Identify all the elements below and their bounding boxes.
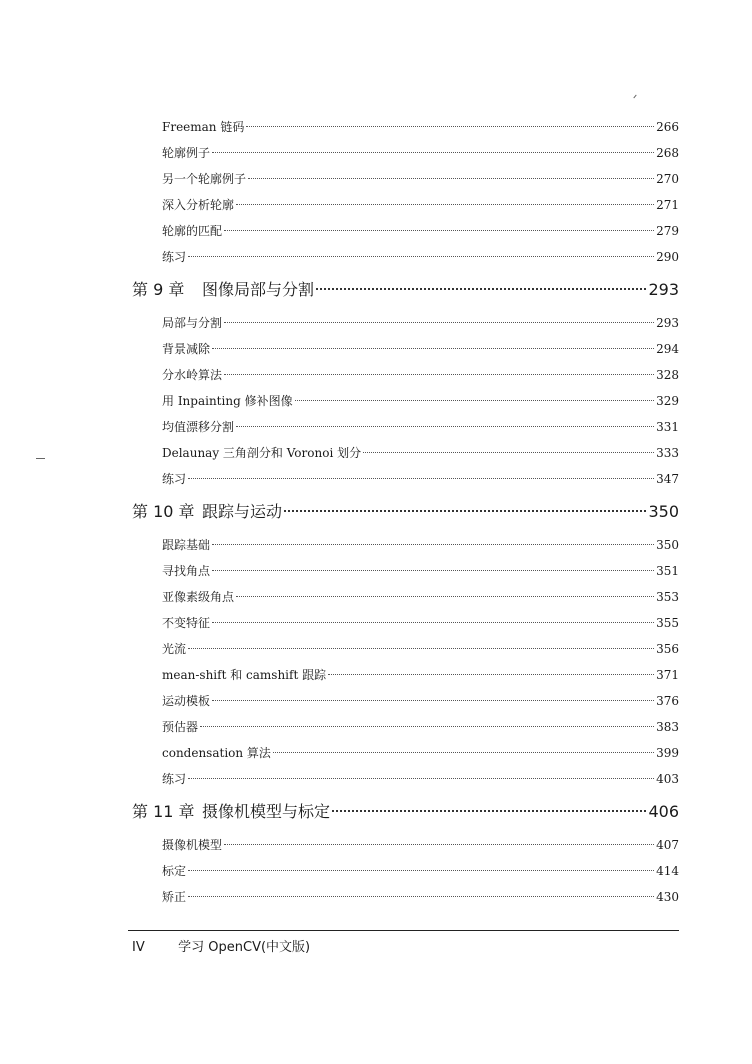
dot-leader (224, 374, 654, 375)
chapter-heading[interactable] (132, 499, 679, 522)
toc-entry-page: 430 (656, 890, 679, 904)
toc-entry-title: 局部与分割 (162, 316, 223, 330)
dot-leader (188, 478, 654, 479)
toc-entry[interactable] (162, 640, 679, 657)
toc-entry[interactable] (162, 340, 679, 357)
toc-entry[interactable] (162, 588, 679, 605)
toc-entry-title: 寻找角点 (162, 564, 211, 578)
toc-entry-title: Delaunay 三角剖分和 Voronoi 划分 (162, 446, 362, 460)
toc-entry[interactable] (162, 248, 679, 265)
chapter-page: 406 (648, 802, 679, 821)
toc-entry-page: 350 (656, 538, 679, 552)
toc-entry[interactable] (162, 692, 679, 709)
toc-entry[interactable] (162, 222, 679, 239)
toc-entry-page: 328 (656, 368, 679, 382)
chapter-title: 跟踪与运动 (202, 502, 283, 521)
dot-leader (188, 870, 654, 871)
toc-entry-title: 另一个轮廓例子 (162, 172, 247, 186)
dot-leader (200, 726, 654, 727)
toc-entry-page: 347 (656, 472, 679, 486)
toc-entry-page: 290 (656, 250, 679, 264)
toc-entry-page: 331 (656, 420, 679, 434)
toc-entry-title: 背景减除 (162, 342, 211, 356)
dot-leader (188, 896, 654, 897)
toc-entry[interactable] (162, 196, 679, 213)
toc-entry-page: 294 (656, 342, 679, 356)
toc-entry-title: 矫正 (162, 890, 187, 904)
toc-entry-page: 293 (656, 316, 679, 330)
toc-entry-title: 轮廓的匹配 (162, 224, 223, 238)
dot-leader (246, 126, 654, 127)
dot-leader (212, 700, 654, 701)
dot-leader (273, 752, 654, 753)
toc-entry-title: 用 Inpainting 修补图像 (162, 394, 293, 408)
toc-entry[interactable] (162, 118, 679, 135)
dot-leader (295, 400, 655, 401)
toc-entry-title: 摄像机模型 (162, 838, 223, 852)
toc-entry-page: 279 (656, 224, 679, 238)
toc-entry[interactable] (162, 366, 679, 383)
toc-entry[interactable] (162, 614, 679, 631)
dot-leader (224, 322, 654, 323)
dot-leader (236, 426, 654, 427)
toc-entry-page: 329 (656, 394, 679, 408)
chapter-title: 摄像机模型与标定 (202, 802, 331, 821)
toc-entry-title: 亚像素级角点 (162, 590, 235, 604)
toc-entry[interactable] (162, 562, 679, 579)
toc-entry-page: 356 (656, 642, 679, 656)
toc-entry-page: 351 (656, 564, 679, 578)
toc-entry[interactable] (162, 170, 679, 187)
toc-entry[interactable] (162, 144, 679, 161)
dot-leader (212, 622, 654, 623)
toc-entry-title: 运动模板 (162, 694, 211, 708)
chapter-number: 第 10 章 (132, 502, 195, 521)
toc-entry-page: 383 (656, 720, 679, 734)
toc-entry-page: 270 (656, 172, 679, 186)
chapter-heading[interactable] (132, 277, 679, 300)
toc-entry-title: 练习 (162, 772, 187, 786)
chapter-page: 350 (648, 502, 679, 521)
dot-leader (284, 510, 646, 512)
toc-entry-title: condensation 算法 (162, 746, 271, 760)
toc-entry[interactable] (162, 888, 679, 905)
page-footer (132, 936, 310, 955)
toc-entry[interactable] (162, 314, 679, 331)
toc-entry-title: 不变特征 (162, 616, 211, 630)
toc-entry-title: 深入分析轮廓 (162, 198, 235, 212)
dot-leader (248, 178, 654, 179)
dot-leader (188, 778, 654, 779)
chapter-page: 293 (648, 280, 679, 299)
toc-entry-page: 353 (656, 590, 679, 604)
toc-entry-page: 376 (656, 694, 679, 708)
toc-entry-page: 399 (656, 746, 679, 760)
toc-entry-title: 分水岭算法 (162, 368, 223, 382)
dot-leader (212, 152, 654, 153)
toc-entry[interactable] (162, 836, 679, 853)
toc-entry-title: 轮廓例子 (162, 146, 211, 160)
toc-entry[interactable] (162, 392, 679, 409)
dot-leader (212, 348, 654, 349)
toc-entry-title: 标定 (162, 864, 187, 878)
dot-leader (363, 452, 654, 453)
chapter-heading[interactable] (132, 799, 679, 822)
toc-entry-page: 403 (656, 772, 679, 786)
toc-entry[interactable] (162, 666, 679, 683)
toc-entry-page: 371 (656, 668, 679, 682)
toc-entry-title: 跟踪基础 (162, 538, 211, 552)
dot-leader (212, 544, 654, 545)
toc-entry-page: 407 (656, 838, 679, 852)
toc-entry[interactable] (162, 718, 679, 735)
toc-entry[interactable] (162, 744, 679, 761)
dot-leader (224, 844, 654, 845)
toc-entry-title: 均值漂移分割 (162, 420, 235, 434)
toc-entry-page: 271 (656, 198, 679, 212)
dot-leader (236, 204, 654, 205)
toc-entry[interactable] (162, 862, 679, 879)
toc-entry-title: mean-shift 和 camshift 跟踪 (162, 668, 327, 682)
toc-entry-title: Freeman 链码 (162, 120, 245, 134)
dot-leader (328, 674, 654, 675)
toc-entry-page: 266 (656, 120, 679, 134)
dot-leader (188, 648, 654, 649)
toc-entry-title: 练习 (162, 250, 187, 264)
chapter-number: 第 11 章 (132, 802, 195, 821)
dot-leader (332, 810, 646, 812)
footer-book-title: 学习 OpenCV(中文版) (178, 940, 311, 955)
dot-leader (224, 230, 654, 231)
toc-entry-page: 414 (656, 864, 679, 878)
toc-entry-page: 268 (656, 146, 679, 160)
toc-entry-title: 预估器 (162, 720, 199, 734)
toc-entry[interactable] (162, 418, 679, 435)
toc-entry[interactable] (162, 770, 679, 787)
dot-leader (212, 570, 654, 571)
toc-entry-title: 练习 (162, 472, 187, 486)
toc-entry-page: 355 (656, 616, 679, 630)
dot-leader (316, 288, 646, 290)
toc-entry-page: 333 (656, 446, 679, 460)
chapter-title: 图像局部与分割 (202, 280, 315, 299)
dot-leader (188, 256, 654, 257)
toc-entry[interactable] (162, 444, 679, 461)
toc-entry-title: 光流 (162, 642, 187, 656)
toc-entry[interactable] (162, 470, 679, 487)
chapter-number: 第 9 章 (132, 280, 185, 299)
scan-speck (36, 458, 45, 459)
dot-leader (236, 596, 654, 597)
footer-rule (128, 930, 679, 931)
toc-entry[interactable] (162, 536, 679, 553)
footer-page-number: IV (132, 940, 145, 955)
